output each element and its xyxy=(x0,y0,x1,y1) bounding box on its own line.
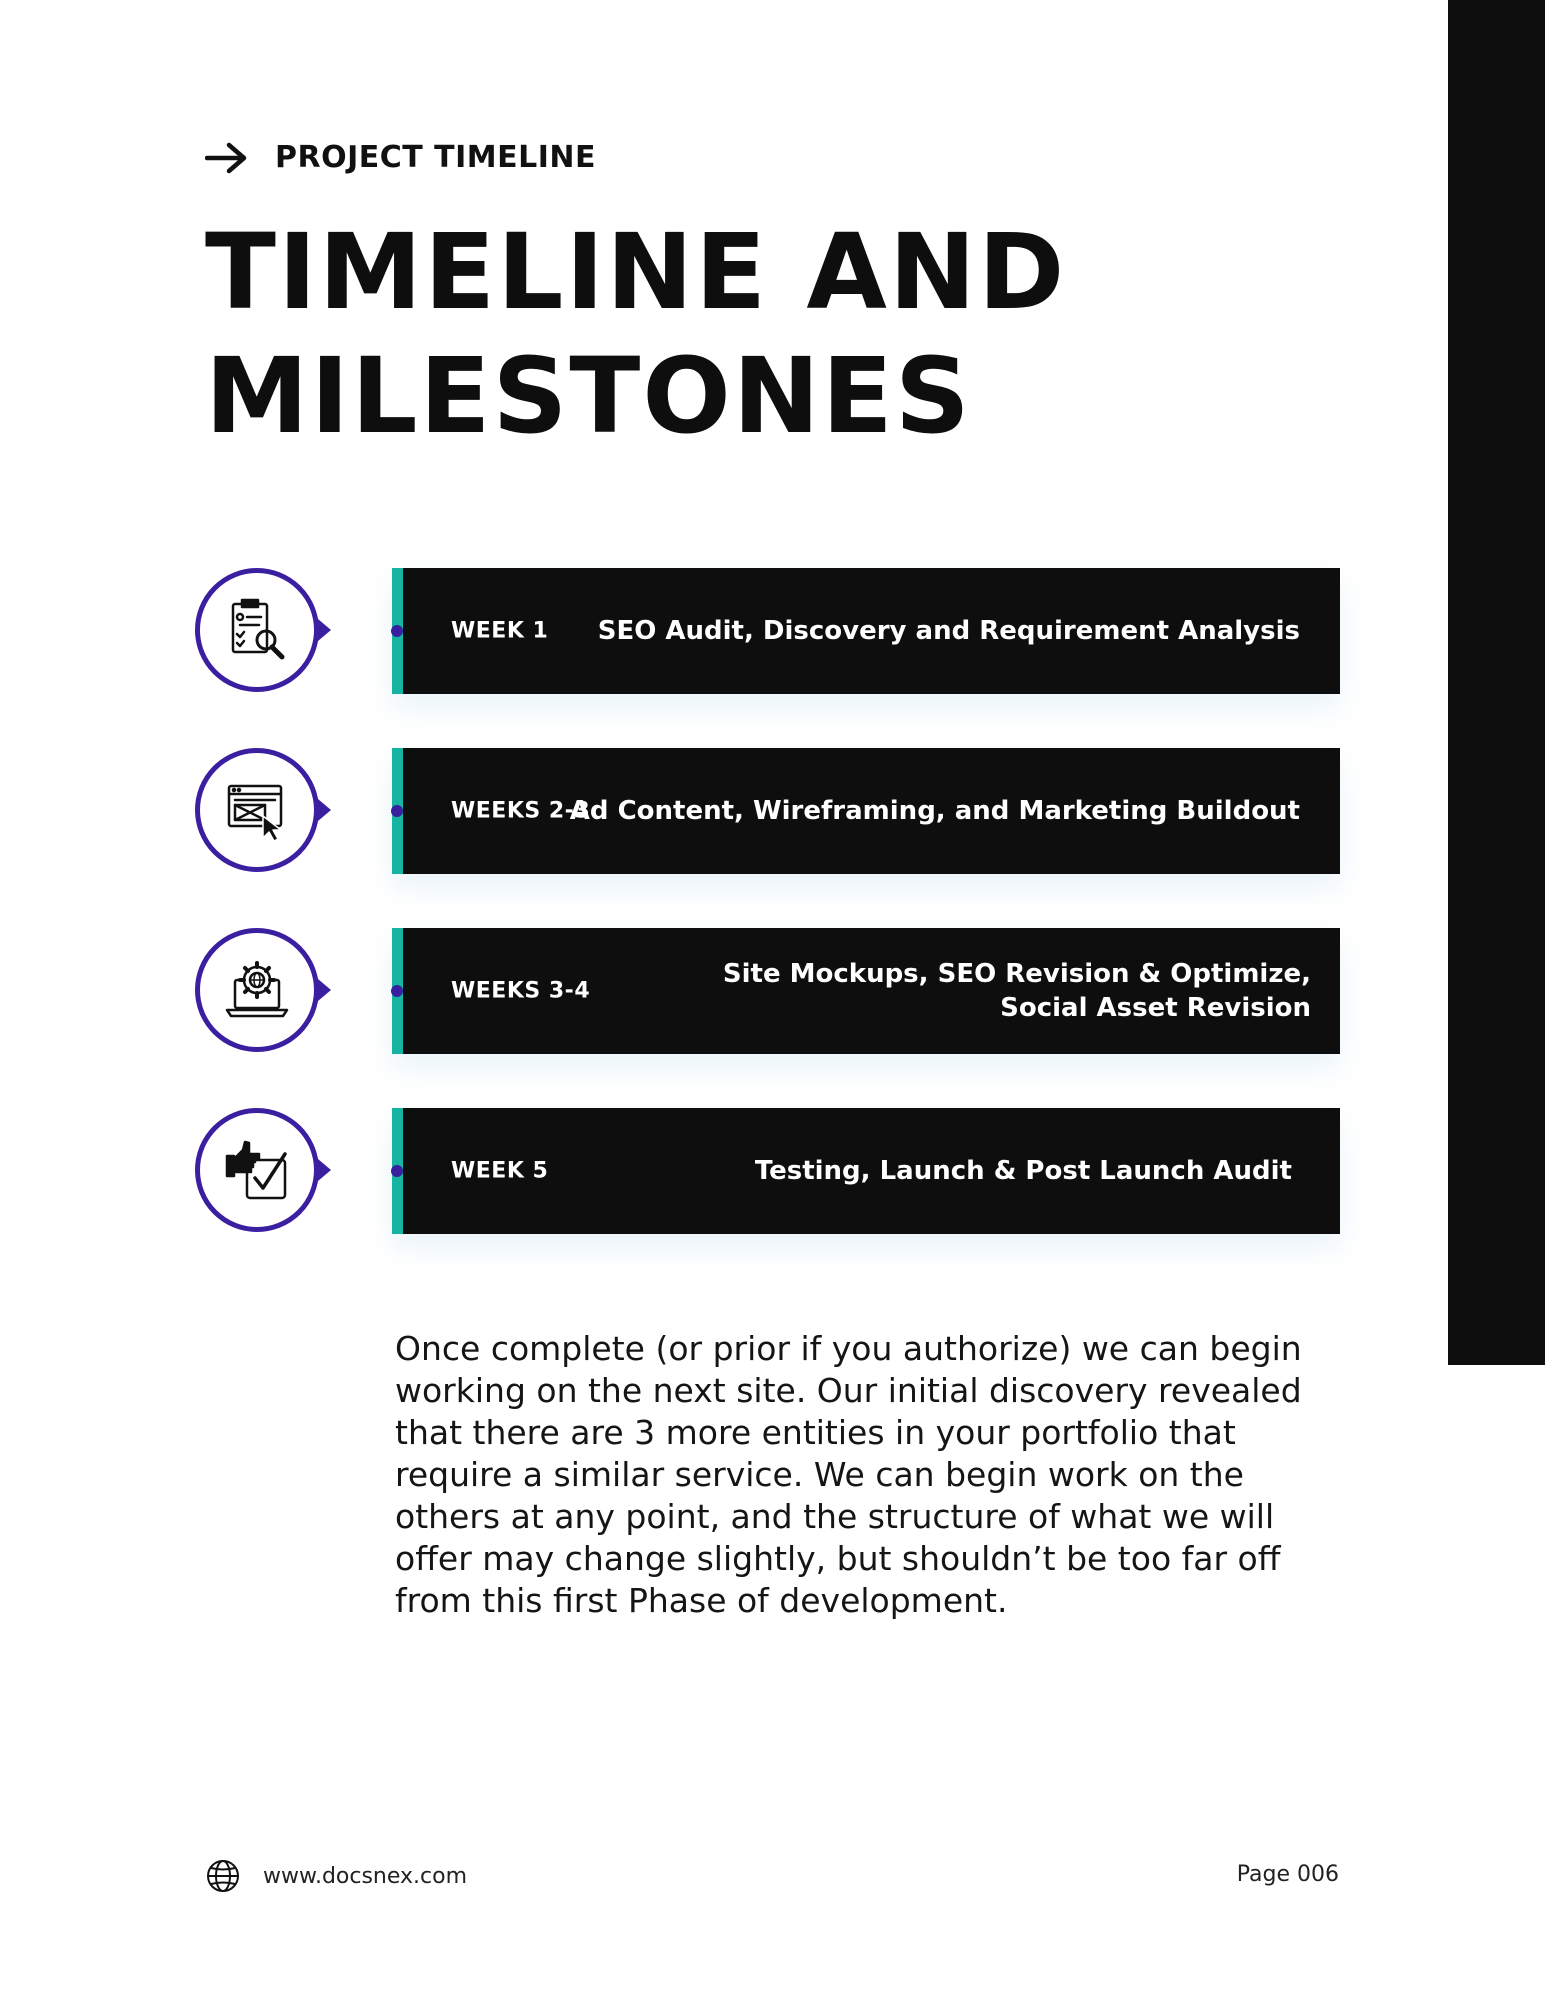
laptop-gear-icon xyxy=(221,954,293,1026)
globe-icon xyxy=(205,1858,241,1894)
section-eyebrow xyxy=(205,140,596,175)
milestone-task-line: Social Asset Revision xyxy=(1000,993,1311,1023)
eyebrow-label: PROJECT TIMELINE xyxy=(275,140,597,175)
milestone-weeks-2-3 xyxy=(195,748,1340,874)
milestone-task-line: SEO Audit, Discovery and Requirement Analysis xyxy=(597,616,1300,646)
page-number: Page 006 xyxy=(1236,1862,1339,1887)
timeline-dot xyxy=(391,1165,403,1177)
timeline-dot xyxy=(391,805,403,817)
timeline-dot xyxy=(391,985,403,997)
body-paragraph: Once complete (or prior if you authorize) we can begin working on the next site. Our initial discovery revealed that there are 3 more entities in your portfolio that require a similar service. We can begin work on the others at any point, and the structure of what we will offer may change slightly, but shouldn’t be too far off from this first Phase of development. xyxy=(395,1329,1302,1620)
milestone-task xyxy=(723,957,1311,1025)
milestone-bar xyxy=(392,748,1340,874)
checklist-search-icon xyxy=(221,594,293,666)
side-accent-bar xyxy=(1448,0,1545,1365)
milestone-icon-badge xyxy=(195,928,319,1052)
wireframe-cursor-icon xyxy=(221,774,293,846)
milestone-task xyxy=(755,1154,1292,1188)
thumbs-up-check-icon xyxy=(221,1134,293,1206)
milestone-week-label: WEEK 1 xyxy=(451,618,549,644)
page-title-line-2: MILESTONES xyxy=(205,335,972,457)
milestone-icon-badge xyxy=(195,1108,319,1232)
milestone-task-line: Site Mockups, SEO Revision & Optimize, xyxy=(722,959,1311,989)
milestone-task xyxy=(570,794,1300,828)
milestone-icon-badge xyxy=(195,568,319,692)
milestone-bar xyxy=(392,928,1340,1054)
milestone-week-1 xyxy=(195,568,1340,694)
milestone-bar xyxy=(392,568,1340,694)
arrow-right-icon xyxy=(205,141,249,175)
website-link[interactable]: www.docsnex.com xyxy=(263,1863,468,1889)
milestone-task-line: Ad Content, Wireframing, and Marketing Buildout xyxy=(569,796,1300,826)
footer-website xyxy=(205,1858,467,1894)
milestone-bar xyxy=(392,1108,1340,1234)
milestone-task-line: Testing, Launch & Post Launch Audit xyxy=(754,1156,1292,1186)
timeline-dot xyxy=(391,625,403,637)
milestone-icon-badge xyxy=(195,748,319,872)
milestone-week-label: WEEKS 2-3 xyxy=(451,798,591,824)
milestone-task xyxy=(598,614,1300,648)
milestone-week-5 xyxy=(195,1108,1340,1234)
page-title xyxy=(205,210,1066,458)
milestone-weeks-3-4 xyxy=(195,928,1340,1054)
milestone-week-label: WEEK 5 xyxy=(451,1158,549,1184)
milestone-week-label: WEEKS 3-4 xyxy=(451,978,591,1004)
page-title-line-1: TIMELINE AND xyxy=(205,211,1067,333)
